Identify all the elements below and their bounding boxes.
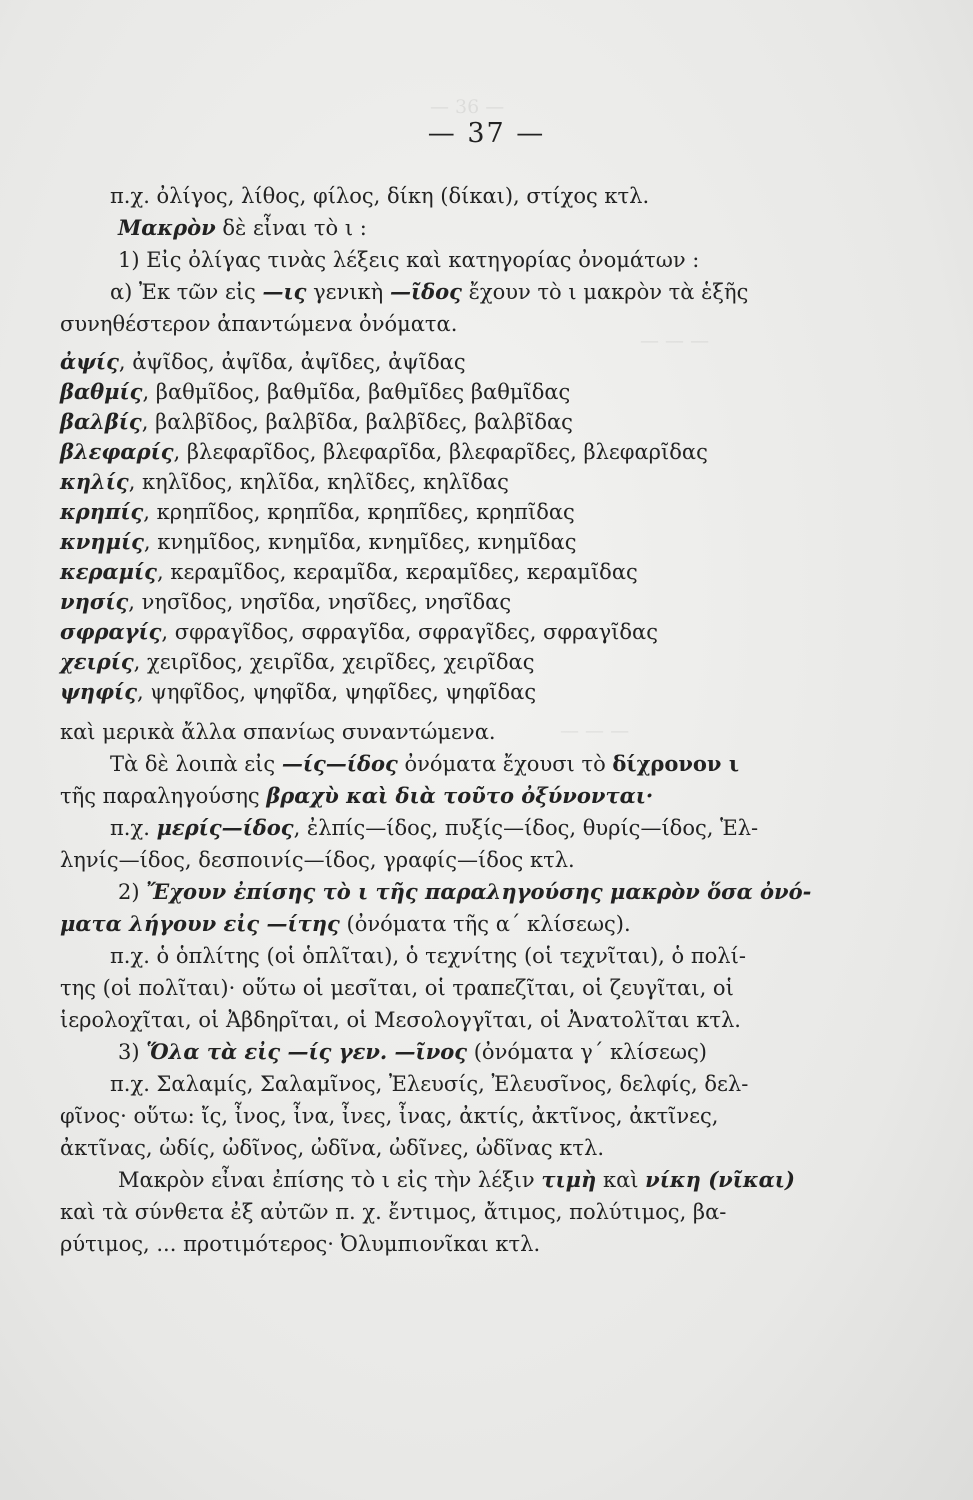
text-line [60,276,800,308]
bold-term: —ίς—ίδος [281,751,398,776]
word-row: κρηπίς, κρηπῖδος, κρηπῖδα, κρηπῖδες, κρηπῖδας [60,499,575,524]
headword: ἀψίς [60,349,119,374]
text-span: καὶ μερικὰ ἄλλα σπανίως συναντώμενα. [60,720,496,744]
word-row: σφραγίς, σφραγῖδος, σφραγῖδα, σφραγῖδες, σφραγῖδας [60,619,658,644]
text-span: συνηθέστερον ἀπαντώμενα ὀνόματα. [60,312,458,336]
text-span: 3) [118,1040,147,1064]
word-forms: κηλῖδος, κηλῖδα, κηλῖδες, κηλῖδας [142,470,509,494]
text-span: γενικὴ [306,280,390,304]
word-row: κεραμίς, κεραμῖδος, κεραμῖδα, κεραμῖδες, κεραμῖδας [60,559,638,584]
page-number: — 37 — [427,118,546,149]
text-span: τῆς παραληγούσης [60,784,267,808]
text-line [60,180,800,212]
text-span: (ὀνόματα γ΄ κλίσεως) [467,1040,707,1064]
word-forms: χειρῖδος, χειρῖδα, χειρῖδες, χειρῖδας [147,650,535,674]
text-line [60,1036,800,1068]
text-span: (ὀνόματα τῆς α΄ κλίσεως). [339,912,631,936]
text-line [60,308,800,340]
text-span: α) Ἐκ τῶν εἰς [110,280,263,304]
word-row: νησίς, νησῖδος, νησῖδα, νησῖδες, νησῖδας [60,589,512,614]
text-span: 2) [118,880,147,904]
word-forms: νησῖδος, νησῖδα, νησῖδες, νησῖδας [141,590,512,614]
text-line [60,812,800,844]
bold-term: ματα λήγουν εἰς —ίτης [60,911,340,936]
headword: κηλίς [60,469,129,494]
text-span: , ἐλπίς—ίδος, πυξίς—ίδος, θυρίς—ίδος, Ἑλ- [293,816,759,840]
word-forms: βαθμῖδος, βαθμῖδα, βαθμῖδες βαθμῖδας [155,380,571,404]
body-text [60,180,812,1260]
word-row: χειρίς, χειρῖδος, χειρῖδα, χειρῖδες, χειρῖδας [60,649,535,674]
text-line [60,1068,800,1100]
headword: νησίς [60,589,129,614]
show-through-text: — 36 — [430,96,505,118]
word-row: ψηφίς, ψηφῖδος, ψηφῖδα, ψηφῖδες, ψηφῖδας [60,679,537,704]
headword: σφραγίς [60,619,162,644]
word-table [60,346,800,706]
text-span: καὶ τὰ σύνθετα ἐξ αὐτῶν π. χ. ἔντιμος, ἄτιμος, πολύτιμος, βα- [60,1200,727,1224]
headword: ψηφίς [60,679,137,704]
text-line [60,844,800,876]
text-span: π.χ. ὁ ὁπλίτης (οἱ ὁπλῖται), ὁ τεχνίτης (οἱ τεχνῖται), ὁ πολί- [110,944,746,968]
headword: κεραμίς [60,559,157,584]
word-forms: βαλβῖδος, βαλβῖδα, βαλβῖδες, βαλβῖδας [155,410,573,434]
text-line [60,876,812,908]
text-line [60,940,800,972]
text-span: Τὰ δὲ λοιπὰ εἰς [110,752,282,776]
text-line [60,748,800,780]
text-line [60,716,800,748]
word-row: κηλίς, κηλῖδος, κηλῖδα, κηλῖδες, κηλῖδας [60,469,509,494]
text-span: δὲ εἶναι τὸ ι : [215,216,367,240]
text-span: 1) Εἰς ὀλίγας τινὰς λέξεις καὶ κατηγορίας ὀνομάτων : [118,248,700,272]
word-forms: σφραγῖδος, σφραγῖδα, σφραγῖδες, σφραγῖδας [174,620,658,644]
text-line [60,1196,800,1228]
text-span: ἔχουν τὸ ι μακρὸν τὰ ἑξῆς [461,280,749,304]
text-line [60,1004,800,1036]
bold-term: μερίς—ίδος [156,815,294,840]
word-row: ἀψίς, ἀψῖδος, ἀψῖδα, ἀψῖδες, ἀψῖδας [60,349,466,374]
headword: βαθμίς [60,379,143,404]
bold-term: Ὅλα τὰ εἰς —ίς γεν. —ῖνος [146,1039,468,1064]
text-line [60,1100,800,1132]
text-span: Μακρὸν εἶναι ἐπίσης τὸ ι εἰς τὴν λέξιν [118,1168,542,1192]
text-line [60,1164,800,1196]
word-row: βλεφαρίς, βλεφαρῖδος, βλεφαρῖδα, βλεφαρῖδες, βλεφαρῖδας [60,439,708,464]
text-line [60,1132,800,1164]
bold-term: νίκη (νῖκαι) [645,1167,795,1192]
show-through-text: — — — [560,720,630,742]
headword: χειρίς [60,649,134,674]
text-span: καὶ [596,1168,646,1192]
text-span: της (οἱ πολῖται)· οὕτω οἱ μεσῖται, οἱ τραπεζῖται, οἱ ζευγῖται, οἱ [60,976,734,1000]
text-line [60,1228,800,1260]
bold-term: τιμὴ [541,1167,597,1192]
word-forms: βλεφαρῖδος, βλεφαρῖδα, βλεφαρῖδες, βλεφαρῖδας [186,440,708,464]
headword: κνημίς [60,529,144,554]
text-span: ὀνόματα ἔχουσι τὸ [397,752,613,776]
text-span: π.χ. Σαλαμίς, Σαλαμῖνος, Ἐλευσίς, Ἐλευσῖνος, δελφίς, δελ- [110,1072,749,1096]
bold-term: —ῖδος [389,279,462,304]
word-forms: κρηπῖδος, κρηπῖδα, κρηπῖδες, κρηπῖδας [156,500,575,524]
bold-term: —ις [262,279,307,304]
show-through-text: — — — [640,330,710,352]
bold-term: βραχὺ καὶ διὰ τοῦτο ὀξύνονται· [266,783,654,808]
headword: βλεφαρίς [60,439,174,464]
word-forms: κεραμῖδος, κεραμῖδα, κεραμῖδες, κεραμῖδας [170,560,638,584]
headword: βαλβίς [60,409,142,434]
word-row: κνημίς, κνημῖδος, κνημῖδα, κνημῖδες, κνημῖδας [60,529,577,554]
text-line [60,212,800,244]
text-line [60,908,800,940]
text-span: ἀκτῖνας, ὠδίς, ὠδῖνος, ὠδῖνα, ὠδῖνες, ὠδῖνας κτλ. [60,1136,605,1160]
word-forms: κνημῖδος, κνημῖδα, κνημῖδες, κνημῖδας [157,530,577,554]
text-span: ληνίς—ίδος, δεσποινίς—ίδος, γραφίς—ίδος κτλ. [60,848,575,872]
text-span: π.χ. ὀλίγος, λίθος, φίλος, δίκη (δίκαι), στίχος κτλ. [110,184,650,208]
text-span: ρύτιμος, ... προτιμότερος· Ὀλυμπιονῖκαι κτλ. [60,1232,541,1256]
word-forms: ἀψῖδος, ἀψῖδα, ἀψῖδες, ἀψῖδας [132,350,466,374]
text-span: φῖνος· οὕτω: ἴς, ἶνος, ἶνα, ἶνες, ἶνας, ἀκτίς, ἀκτῖνος, ἀκτῖνες, [60,1104,719,1128]
text-line [60,780,800,812]
headword: κρηπίς [60,499,144,524]
text-span: ἱερολοχῖται, οἱ Ἀβδηρῖται, οἱ Μεσολογγῖται, οἱ Ἀνατολῖται κτλ. [60,1008,741,1032]
text-span: π.χ. [110,816,157,840]
bold-term: Ἔχουν ἐπίσης τὸ ι τῆς παραληγούσης μακρὸν ὅσα ὀνό- [146,879,812,904]
word-forms: ψηφῖδος, ψηφῖδα, ψηφῖδες, ψηφῖδας [150,680,537,704]
text-line [60,972,800,1004]
word-row: βαλβίς, βαλβῖδος, βαλβῖδα, βαλβῖδες, βαλβῖδας [60,409,573,434]
bold-term: δίχρονον ι [612,751,739,776]
text-line [60,244,800,276]
word-row: βαθμίς, βαθμῖδος, βαθμῖδα, βαθμῖδες βαθμῖδας [60,379,571,404]
bold-term: Μακρὸν [118,215,216,240]
